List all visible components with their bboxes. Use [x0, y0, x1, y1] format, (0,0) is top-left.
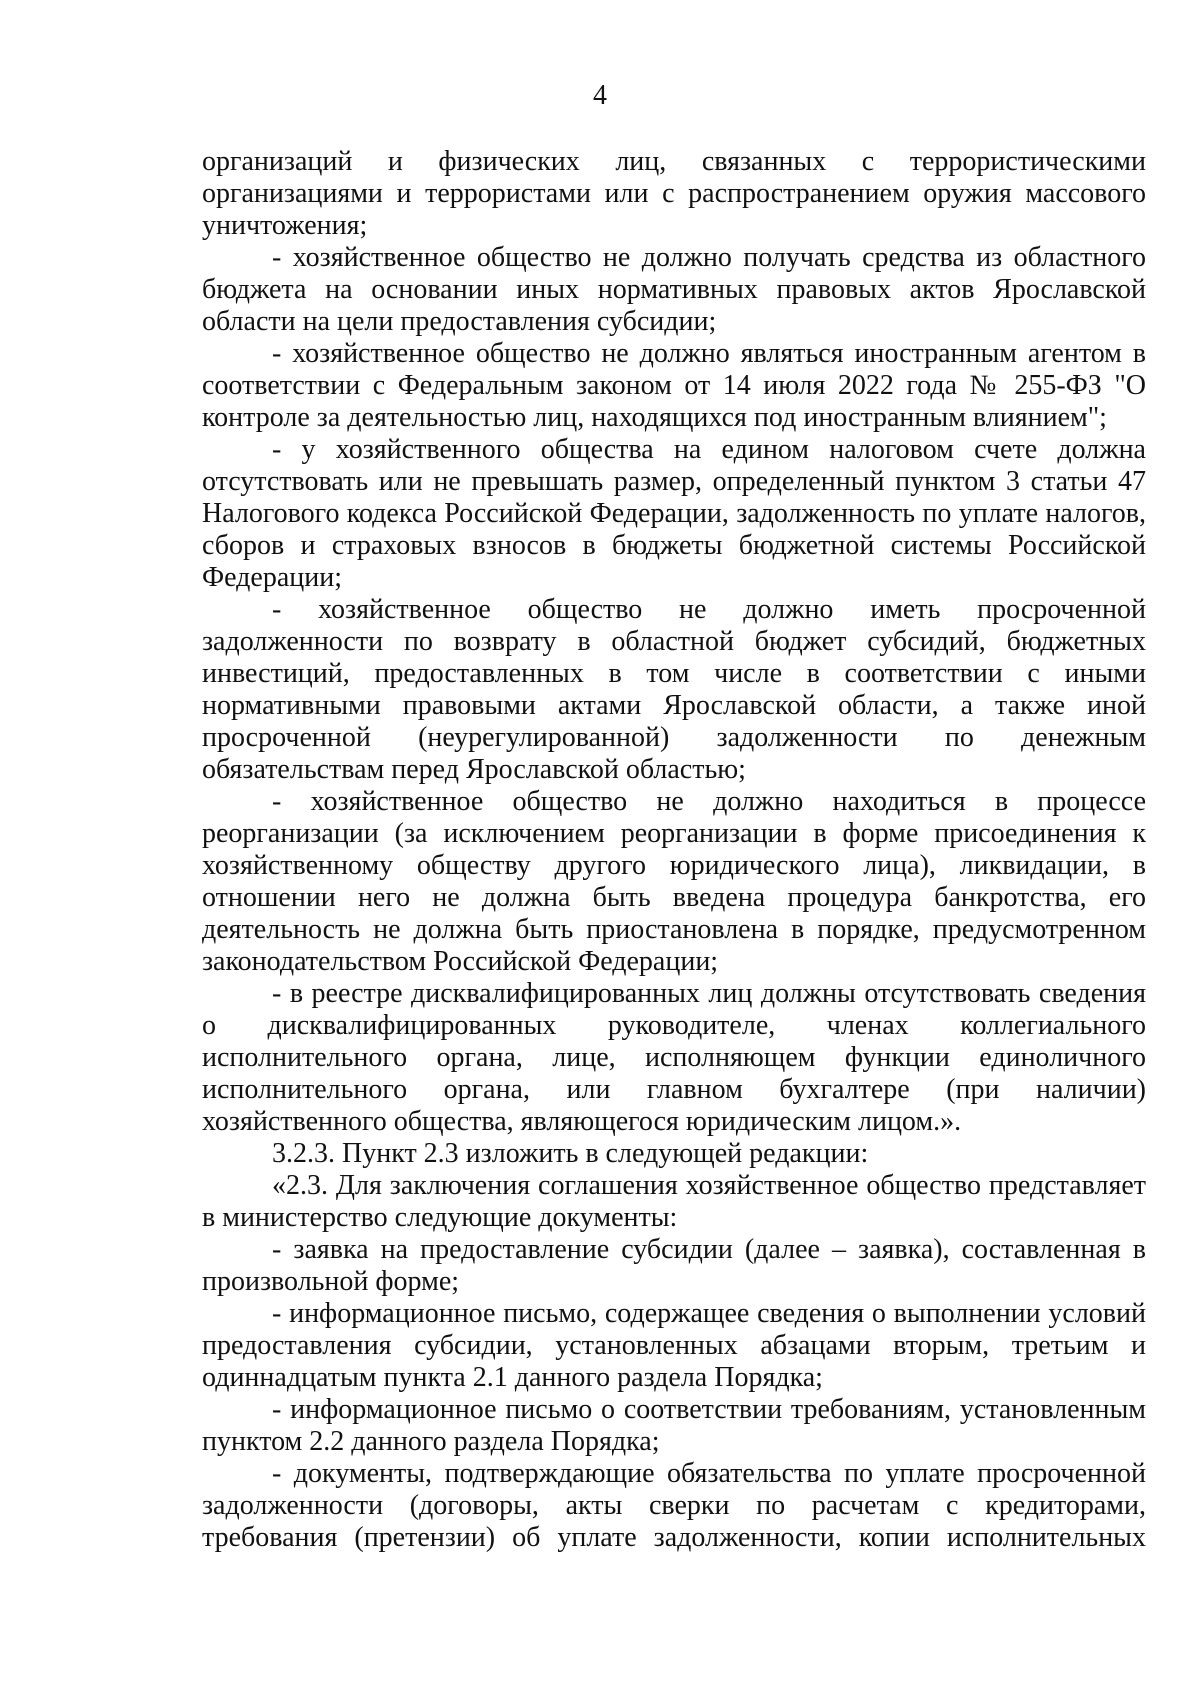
- paragraph: - заявка на предоставление субсидии (далее – заявка), составленная в произвольной форме;: [202, 1234, 1146, 1297]
- paragraph: - у хозяйственного общества на едином налоговом счете должна отсутствовать или не превышать размер, определенный пунктом 3 статьи 47 Налогового кодекса Российской Федерации, задолженность по уплате налогов, сборов и страховых взносов в бюджеты бюджетной системы Российской Федерации;: [202, 434, 1146, 593]
- paragraph: - информационное письмо о соответствии требованиям, установленным пунктом 2.2 данного раздела Порядка;: [202, 1394, 1146, 1457]
- paragraph: - хозяйственное общество не должно получать средства из областного бюджета на основании иных нормативных правовых актов Ярославской области на цели предоставления субсидии;: [202, 242, 1146, 337]
- paragraph: «2.3. Для заключения соглашения хозяйственное общество представляет в министерство следующие документы:: [202, 1170, 1146, 1233]
- paragraph: - хозяйственное общество не должно иметь просроченной задолженности по возврату в областной бюджет субсидий, бюджетных инвестиций, предоставленных в том числе в соответствии с иными нормативными правовыми актами Ярославской области, а также иной просроченной (неурегулированной) задолженности по денежным обязательствам перед Ярославской областью;: [202, 594, 1146, 785]
- paragraph: - хозяйственное общество не должно находиться в процессе реорганизации (за исключением реорганизации в форме присоединения к хозяйственному обществу другого юридического лица), ликвидации, в отношении него не должна быть введена процедура банкротства, его деятельность не должна быть приостановлена в порядке, предусмотренном законодательством Российской Федерации;: [202, 786, 1146, 977]
- paragraph: - информационное письмо, содержащее сведения о выполнении условий предоставления субсидии, установленных абзацами вторым, третьим и одиннадцатым пункта 2.1 данного раздела Порядка;: [202, 1298, 1146, 1393]
- paragraph: организаций и физических лиц, связанных с террористическими организациями и террористами или с распространением оружия массового уничтожения;: [202, 146, 1146, 241]
- paragraph: - в реестре дисквалифицированных лиц должны отсутствовать сведения о дисквалифицированных руководителе, членах коллегиального исполнительного органа, лице, исполняющем функции единоличного исполнительного органа, или главном бухгалтере (при наличии) хозяйственного общества, являющегося юридическим лицом.».: [202, 978, 1146, 1137]
- paragraph: - документы, подтверждающие обязательства по уплате просроченной задолженности (договоры, акты сверки по расчетам с кредиторами, требования (претензии) об уплате задолженности, копии исполнительных: [202, 1458, 1146, 1553]
- paragraph: 3.2.3. Пункт 2.3 изложить в следующей редакции:: [272, 1138, 869, 1169]
- page-number: 4: [593, 80, 607, 111]
- document-body: [202, 146, 1146, 1554]
- paragraph: - хозяйственное общество не должно являться иностранным агентом в соответствии с Федеральным законом от 14 июля 2022 года № 255-ФЗ "О контроле за деятельностью лиц, находящихся под иностранным влиянием";: [202, 338, 1146, 433]
